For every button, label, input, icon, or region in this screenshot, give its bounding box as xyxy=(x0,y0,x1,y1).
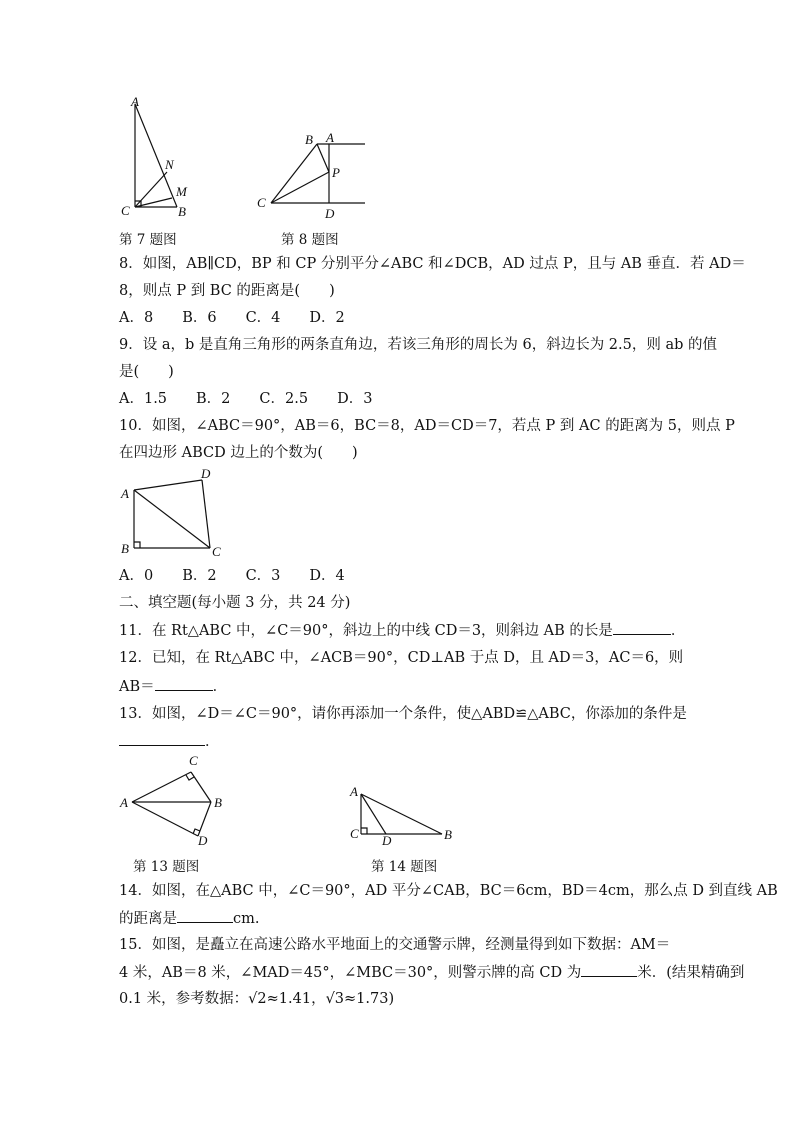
question-15-line-1: 15．如图，是矗立在高速公路水平地面上的交通警示牌，经测量得到如下数据：AM＝ xyxy=(119,937,671,953)
fig10-label-C: C xyxy=(212,544,221,559)
question-14-line-1: 14．如图，在△ABC 中，∠C＝90°，AD 平分∠CAB，BC＝6cm，BD＝4cm，那么点 D 到直线 AB xyxy=(119,883,778,899)
question-13-end: ． xyxy=(205,734,220,750)
fig7-label-C: C xyxy=(121,203,130,218)
question-10-line-1: 10．如图，∠ABC＝90°，AB＝6，BC＝8，AD＝CD＝7，若点 P 到 AC 的距离为 5，则点 P xyxy=(119,418,735,434)
fig13-label-D: D xyxy=(198,833,208,848)
question-14-line-2 xyxy=(119,908,259,929)
question-11 xyxy=(119,620,685,641)
question-11-text: 11．在 Rt△ABC 中，∠C＝90°，斜边上的中线 CD＝3，则斜边 AB 的长是 xyxy=(119,623,613,639)
fig8-label-B: B xyxy=(305,132,313,147)
fig10-label-B: B xyxy=(121,541,129,556)
fig13-label-A: A xyxy=(120,795,128,810)
question-15-line-2 xyxy=(119,962,744,983)
question-12-answer-blank[interactable] xyxy=(155,676,213,691)
question-13-line-1: 13．如图，∠D＝∠C＝90°，请你再添加一个条件，使△ABD≌△ABC，你添加的条件是 xyxy=(119,706,687,722)
question-9-line-1: 9．设 a，b 是直角三角形的两条直角边，若该三角形的周长为 6，斜边长为 2.5，则 ab 的值 xyxy=(119,337,718,353)
fig13-label-B: B xyxy=(214,795,222,810)
question-13-line-2 xyxy=(119,731,220,752)
question-14-answer-blank[interactable] xyxy=(177,908,233,923)
question-8-line-2: 8，则点 P 到 BC 的距离是( ) xyxy=(119,283,335,299)
fig13-label-C: C xyxy=(189,753,198,768)
fig7-label-N: N xyxy=(165,157,174,172)
section-2-title: 二、填空题(每小题 3 分，共 24 分) xyxy=(119,595,351,611)
fig7-label-A: A xyxy=(131,94,139,109)
question-15-line-3: 0.1 米，参考数据：√2≈1.41，√3≈1.73) xyxy=(119,991,395,1007)
figure-13 xyxy=(118,752,233,847)
question-12-line-2 xyxy=(119,676,227,697)
figure-7 xyxy=(115,92,205,222)
fig13-caption: 第 13 题图 xyxy=(133,859,200,875)
question-15-answer-blank[interactable] xyxy=(581,962,637,977)
fig14-label-A: A xyxy=(350,784,358,799)
question-9-options: A．1.5 B．2 C．2.5 D．3 xyxy=(119,391,373,407)
fig14-label-C: C xyxy=(350,826,359,841)
fig8-label-P: P xyxy=(332,165,340,180)
question-14-unit: cm. xyxy=(233,911,260,927)
question-11-end: ． xyxy=(670,623,686,639)
fig14-caption: 第 14 题图 xyxy=(371,859,438,875)
figure-10 xyxy=(118,468,228,563)
question-10-options: A．0 B．2 C．3 D．4 xyxy=(119,568,345,584)
question-8-options: A．8 B．6 C．4 D．2 xyxy=(119,310,345,326)
fig14-label-D: D xyxy=(382,833,392,848)
question-9-line-2: 是( ) xyxy=(119,364,174,380)
question-12-prefix: AB＝ xyxy=(119,679,155,695)
fig8-label-A: A xyxy=(326,130,334,145)
fig7-caption: 第 7 题图 xyxy=(119,232,177,248)
fig14-label-B: B xyxy=(444,827,452,842)
fig7-label-B: B xyxy=(178,204,186,219)
fig10-label-D: D xyxy=(201,466,211,481)
figure-14 xyxy=(345,782,460,848)
figure-8 xyxy=(255,130,370,222)
fig8-label-C: C xyxy=(257,195,266,210)
question-14-prefix: 的距离是 xyxy=(119,911,177,927)
fig8-caption: 第 8 题图 xyxy=(281,232,339,248)
question-11-answer-blank[interactable] xyxy=(613,620,671,635)
question-12-end: ． xyxy=(212,679,228,695)
fig8-label-D: D xyxy=(325,206,335,221)
question-12-line-1: 12．已知，在 Rt△ABC 中，∠ACB＝90°，CD⊥AB 于点 D，且 AD＝3，AC＝6，则 xyxy=(119,650,684,666)
question-10-line-2: 在四边形 ABCD 边上的个数为( ) xyxy=(119,445,358,461)
question-15-text: 4 米，AB＝8 米，∠MAD＝45°，∠MBC＝30°，则警示牌的高 CD 为 xyxy=(119,965,582,981)
question-8-line-1: 8．如图，AB∥CD，BP 和 CP 分别平分∠ABC 和∠DCB，AD 过点 P，且与 AB 垂直．若 AD＝ xyxy=(119,256,746,272)
fig10-label-A: A xyxy=(121,486,129,501)
fig7-label-M: M xyxy=(176,184,187,199)
question-13-answer-blank[interactable] xyxy=(119,731,205,746)
question-15-suffix: 米．(结果精确到 xyxy=(637,965,745,981)
